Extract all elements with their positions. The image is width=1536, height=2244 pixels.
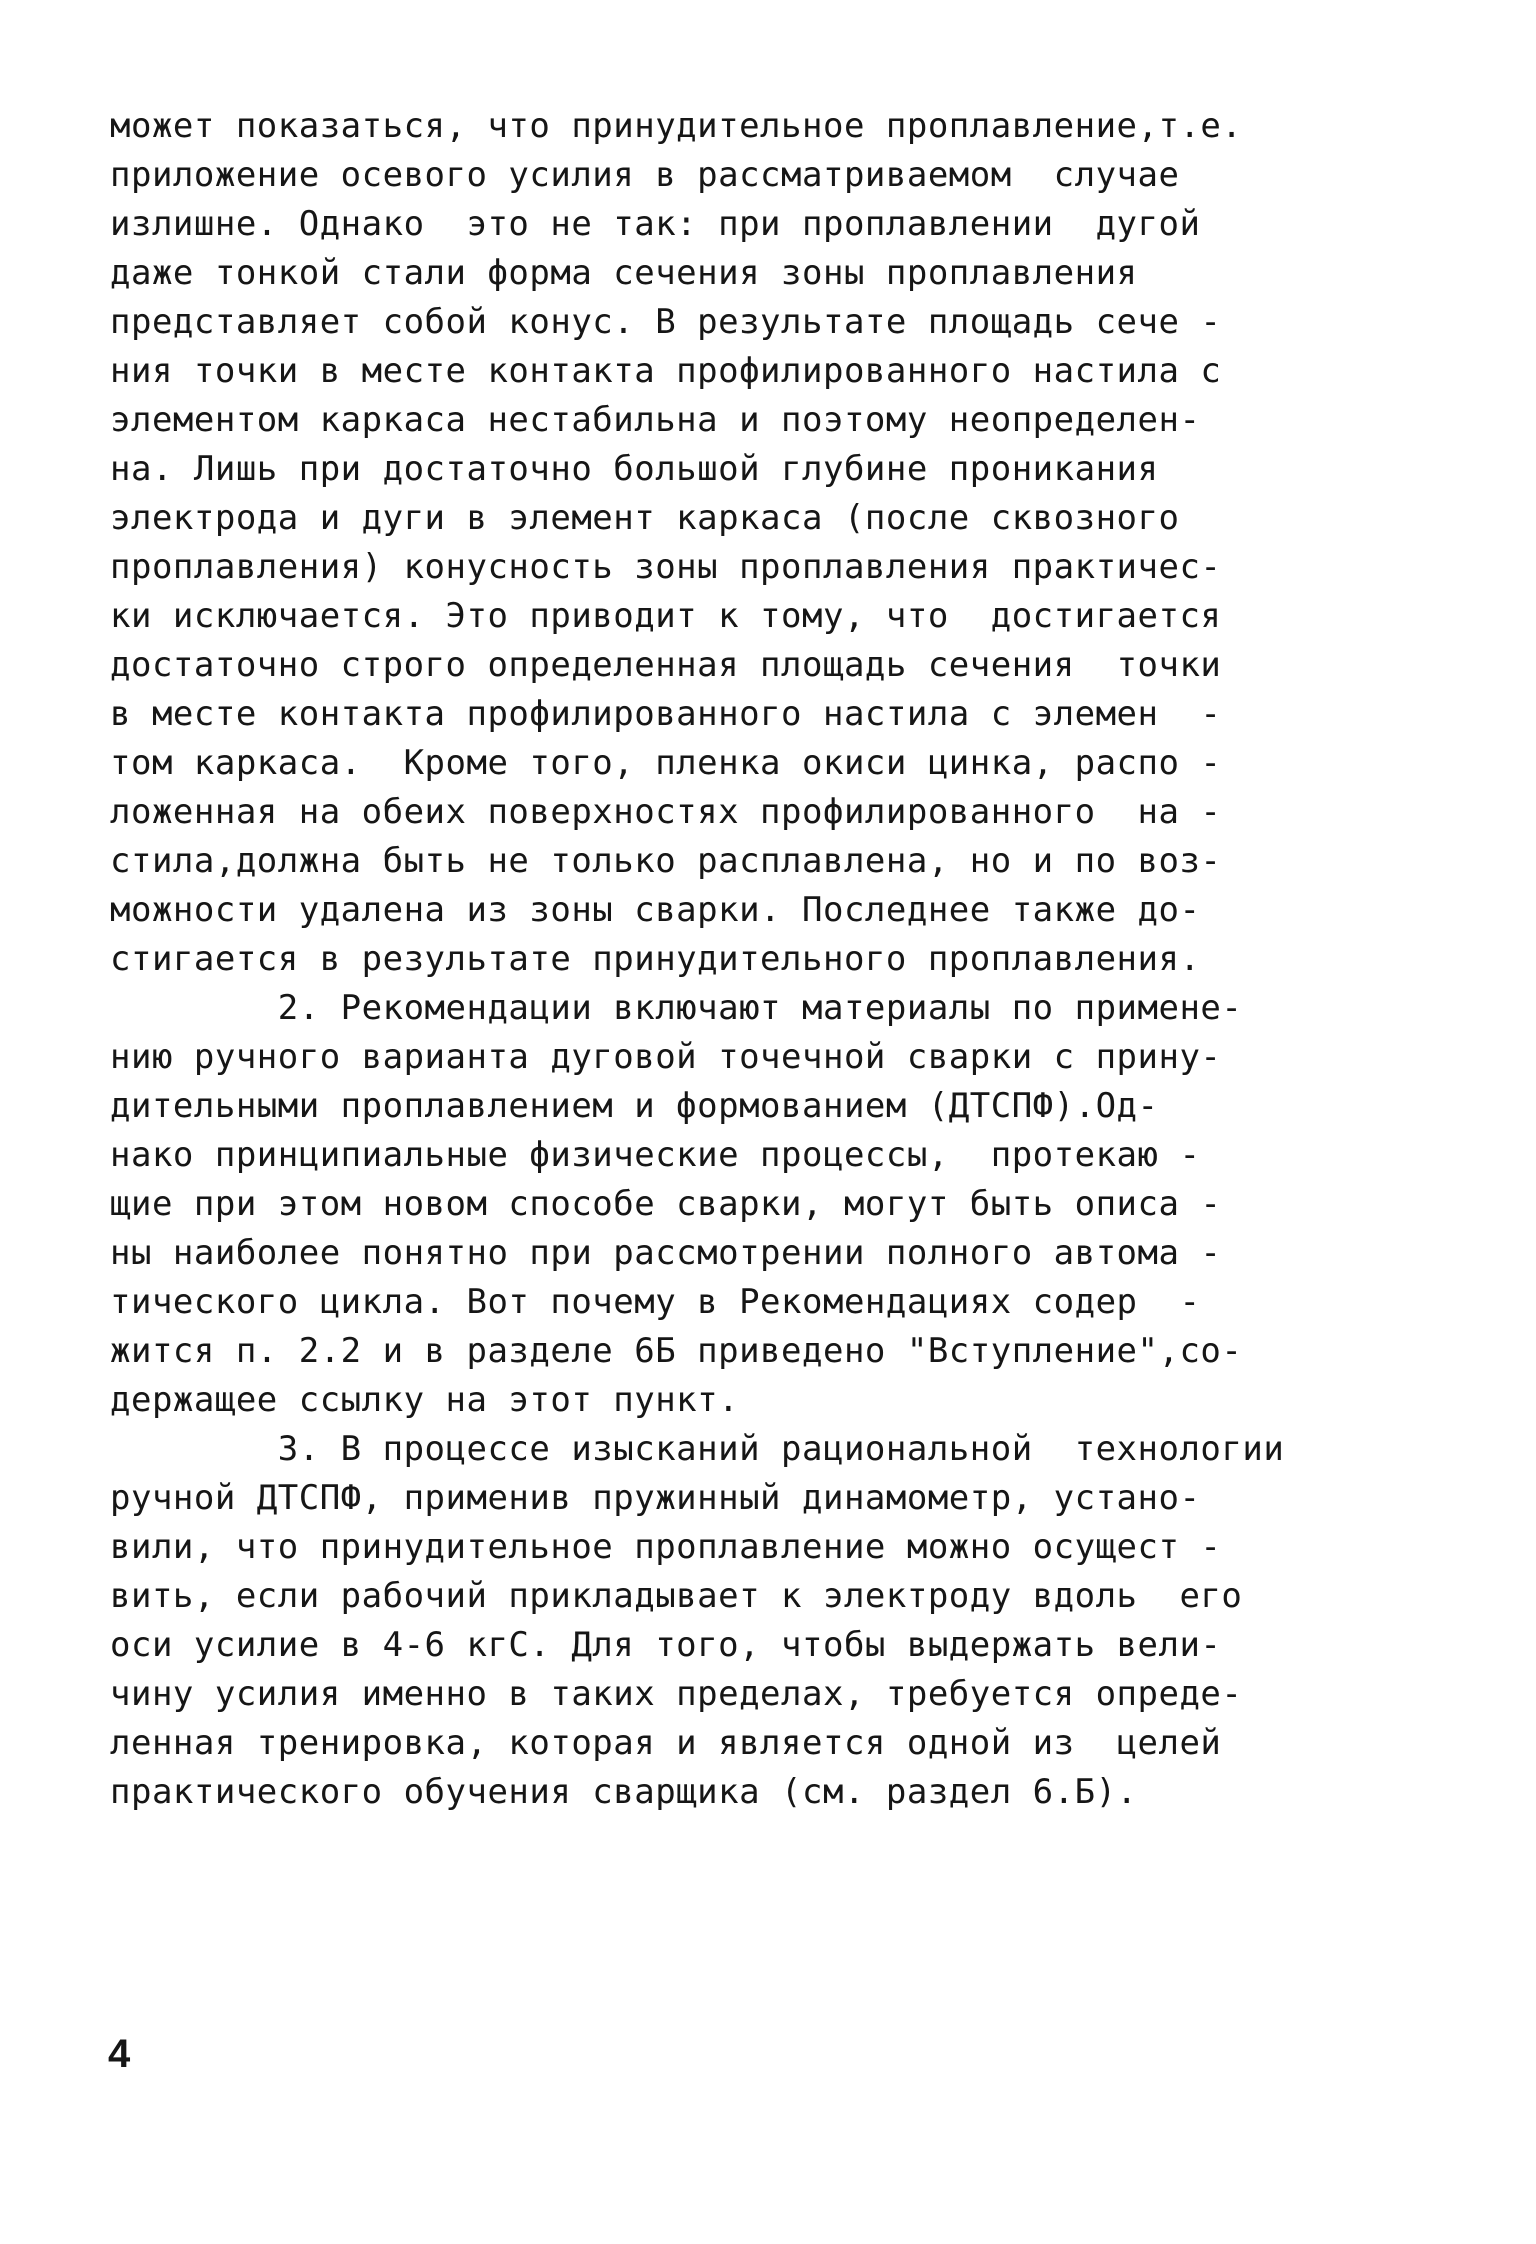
text-line: ленная тренировка, которая и является одной из целей	[110, 1723, 1222, 1763]
text-line: на. Лишь при достаточно большой глубине проникания	[110, 449, 1159, 489]
text-line: ны наиболее понятно при рассмотрении полного автома -	[110, 1233, 1222, 1273]
text-line: стигается в результате принудительного проплавления.	[110, 939, 1201, 979]
paragraph-3-start: 3. В процессе изысканий рациональной технологии	[110, 1429, 1285, 1469]
text-line: проплавления) конусность зоны проплавления практичес-	[110, 547, 1222, 587]
text-line: чину усилия именно в таких пределах, требуется опреде-	[110, 1674, 1243, 1714]
text-line: ки исключается. Это приводит к тому, что достигается	[110, 596, 1222, 636]
text-line: в месте контакта профилированного настила с элемен -	[110, 694, 1222, 734]
text-line: держащее ссылку на этот пункт.	[110, 1380, 740, 1420]
text-line: щие при этом новом способе сварки, могут быть описа -	[110, 1184, 1222, 1224]
text-line: достаточно строго определенная площадь сечения точки	[110, 645, 1222, 685]
text-line: том каркаса. Кроме того, пленка окиси цинка, распо -	[110, 743, 1222, 783]
text-line: нако принципиальные физические процессы, протекаю -	[110, 1135, 1201, 1175]
text-line: электрода и дуги в элемент каркаса (после сквозного	[110, 498, 1180, 538]
text-line: тического цикла. Вот почему в Рекомендациях содер -	[110, 1282, 1201, 1322]
page-number: 4	[108, 2032, 131, 2076]
paragraph-2-start: 2. Рекомендации включают материалы по примене-	[110, 988, 1243, 1028]
text-line: ручной ДТСПФ, применив пружинный динамометр, устано-	[110, 1478, 1201, 1518]
text-line: элементом каркаса нестабильна и поэтому неопределен-	[110, 400, 1201, 440]
text-line: ния точки в месте контакта профилированного настила с	[110, 351, 1222, 391]
text-line: даже тонкой стали форма сечения зоны проплавления	[110, 253, 1138, 293]
text-line: жится п. 2.2 и в разделе 6Б приведено "Вступление",со-	[110, 1331, 1243, 1371]
text-line: стила,должна быть не только расплавлена, но и по воз-	[110, 841, 1222, 881]
text-line: вили, что принудительное проплавление можно осущест -	[110, 1527, 1222, 1567]
body-text	[110, 102, 1420, 1817]
text-line: излишне. Однако это не так: при проплавлении дугой	[110, 204, 1201, 244]
text-line: вить, если рабочий прикладывает к электроду вдоль его	[110, 1576, 1243, 1616]
text-line: может показаться, что принудительное проплавление,т.е.	[110, 106, 1243, 146]
text-line: дительными проплавлением и формованием (ДТСПФ).Од-	[110, 1086, 1159, 1126]
text-line: можности удалена из зоны сварки. Последнее также до-	[110, 890, 1201, 930]
text-line: приложение осевого усилия в рассматриваемом случае	[110, 155, 1180, 195]
text-line: ложенная на обеих поверхностях профилированного на -	[110, 792, 1222, 832]
text-line: оси усилие в 4-6 кгС. Для того, чтобы выдержать вели-	[110, 1625, 1222, 1665]
text-line: практического обучения сварщика (см. раздел 6.Б).	[110, 1772, 1138, 1812]
text-line: нию ручного варианта дуговой точечной сварки с прину-	[110, 1037, 1222, 1077]
text-line: представляет собой конус. В результате площадь сече -	[110, 302, 1222, 342]
